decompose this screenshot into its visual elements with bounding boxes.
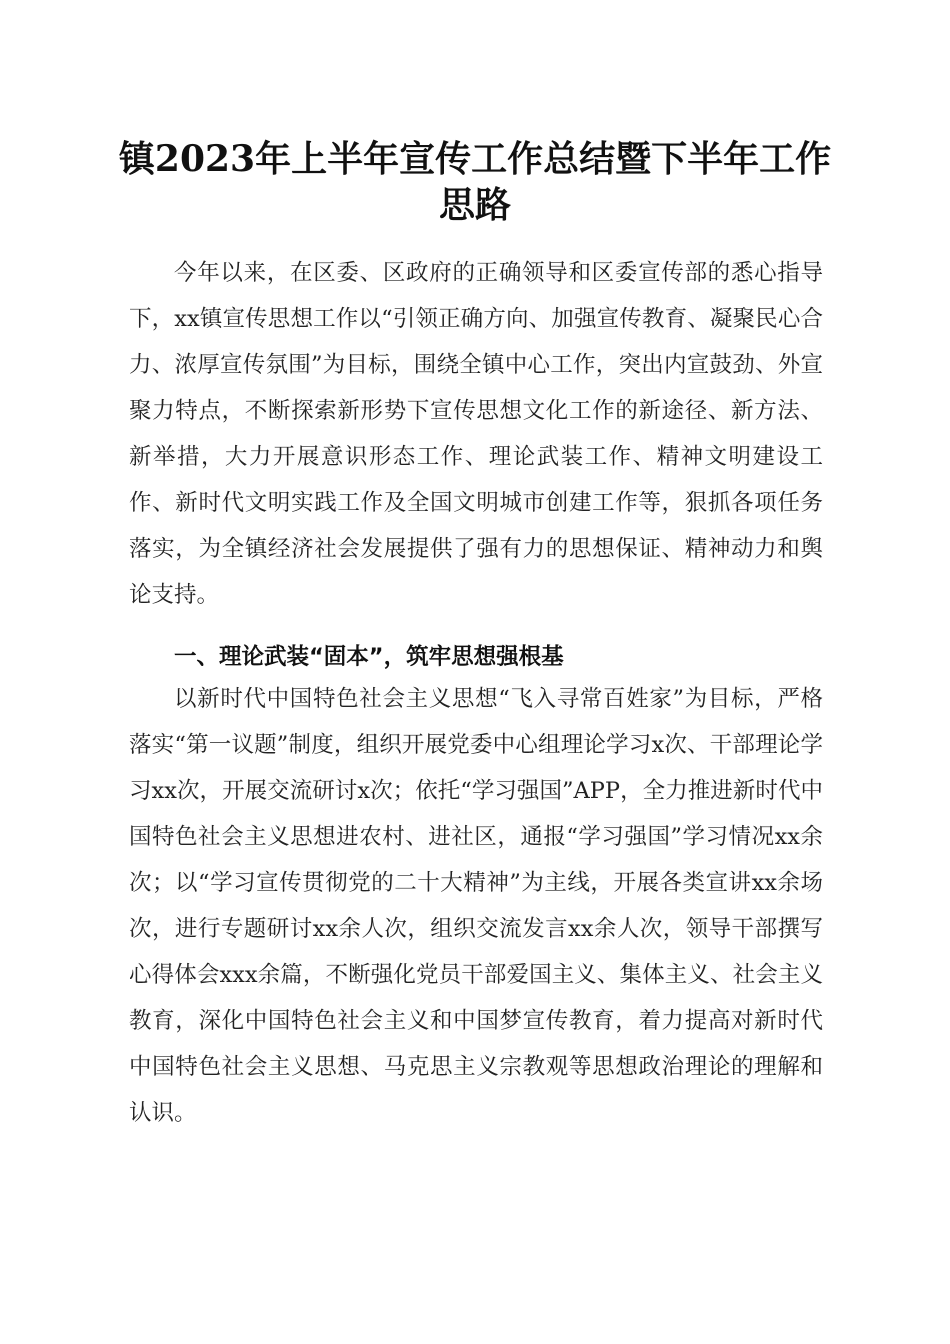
intro-paragraph: 今年以来，在区委、区政府的正确领导和区委宣传部的悉心指导下，xx镇宣传思想工作以“引领正确方向、加强宣传教育、凝聚民心合力、浓厚宣传氛围”为目标，围绕全镇中心工作，突出内宣鼓劲、外宣聚力特点，不断探索新形势下宣传思想文化工作的新途径、新方法、新举措，大力开展意识形态工作、理论武装工作、精神文明建设工作、新时代文明实践工作及全国文明城市创建工作等，狠抓各项任务落实，为全镇经济社会发展提供了强有力的思想保证、精神动力和舆论支持。 bbox=[129, 260, 823, 608]
section-heading: 一、理论武装“固本”，筑牢思想强根基 bbox=[174, 644, 564, 670]
document-title: 镇2023年上半年宣传工作总结暨下半年工作思路 bbox=[118, 138, 832, 226]
section-paragraph: 以新时代中国特色社会主义思想“飞入寻常百姓家”为目标，严格落实“第一议题”制度，组织开展党委中心组理论学习x次、干部理论学习xx次，开展交流研讨x次；依托“学习强国”APP，全力推进新时代中国特色社会主义思想进农村、进社区，通报“学习强国”学习情况xx余次；以“学习宣传贯彻党的二十大精神”为主线，开展各类宣讲xx余场次，进行专题研讨xx余人次，组织交流发言xx余人次，领导干部撰写心得体会xxx余篇，不断强化党员干部爱国主义、集体主义、社会主义教育，深化中国特色社会主义和中国梦宣传教育，着力提高对新时代中国特色社会主义思想、马克思主义宗教观等思想政治理论的理解和认识。 bbox=[129, 686, 823, 1126]
